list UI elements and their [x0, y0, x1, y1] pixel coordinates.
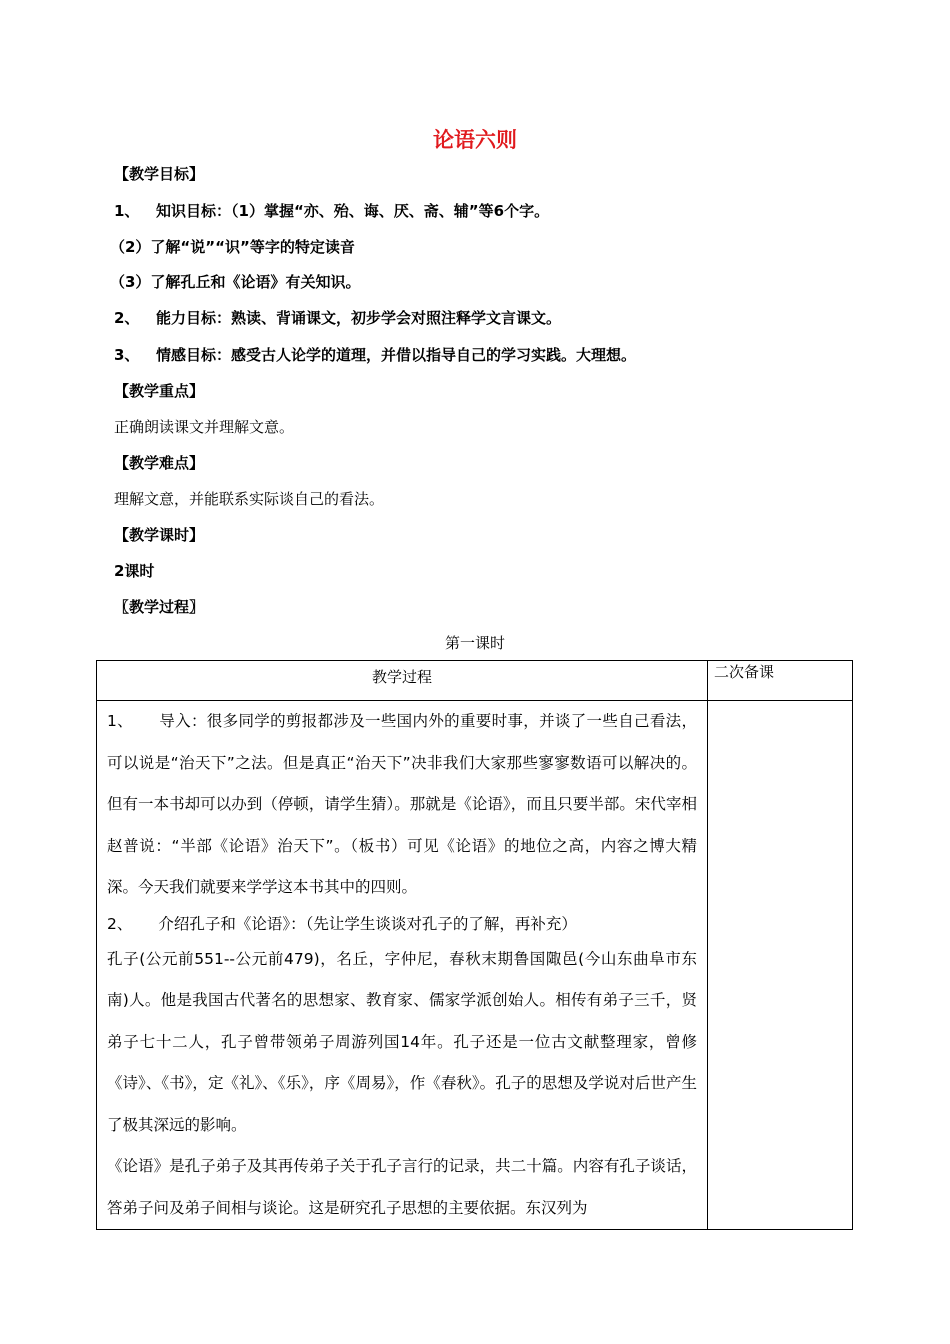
objective-1-sub-3: （3）了解孔丘和《论语》有关知识。 — [110, 273, 361, 291]
process-heading: 〖教学过程〗 — [114, 598, 205, 616]
paragraph-intro-number: 1、 — [107, 712, 134, 730]
difficulties-text: 理解文意，并能联系实际谈自己的看法。 — [114, 490, 385, 508]
objective-3-number: 3、 — [114, 346, 140, 364]
objective-3-text: 情感目标：感受古人论学的道理，并借以指导自己的学习实践。大理想。 — [156, 346, 637, 364]
objective-1-sub-2: （2）了解“说”“识”等字的特定读音 — [110, 238, 355, 256]
teaching-process-table — [96, 660, 853, 1230]
objective-1-text: 知识目标：（1）掌握“亦、殆、诲、厌、斋、辅”等6个字。 — [156, 202, 550, 220]
objective-1-number: 1、 — [114, 202, 140, 220]
prep-notes-cell[interactable] — [708, 701, 853, 1230]
key-points-heading: 【教学重点】 — [114, 382, 205, 400]
paragraph-intro-text: 导入：很多同学的剪报都涉及一些国内外的重要时事，并谈了一些自己看法，可以说是“治天下”之法。但是真正“治天下”决非我们大家那些寥寥数语可以解决的。但有一本书却可以办到（停顿，请学生猜）。那就是《论语》，而且只要半部。宋代宰相赵普说：“半部《论语》治天下”。（板书）可见《论语》的地位之高，内容之博大精深。今天我们就要来学学这本书其中的四则。 — [107, 712, 697, 896]
process-content-cell — [97, 701, 708, 1230]
objective-2-number: 2、 — [114, 309, 140, 327]
table-header-process: 教学过程 — [97, 661, 708, 701]
paragraph-intro — [107, 701, 697, 909]
objectives-heading: 【教学目标】 — [114, 165, 205, 183]
period-label: 第一课时 — [444, 634, 505, 652]
paragraph-confucius-text: 介绍孔子和《论语》：（先让学生谈谈对孔子的了解，再补充） — [158, 914, 577, 933]
table-header-prep: 二次备课 — [708, 661, 853, 701]
key-points-text: 正确朗读课文并理解文意。 — [114, 418, 295, 436]
paragraph-confucius-intro — [107, 909, 697, 939]
page-title: 论语六则 — [433, 128, 517, 152]
hours-heading: 【教学课时】 — [114, 526, 205, 544]
objective-2-text: 能力目标：熟读、背诵课文，初步学会对照注释学文言课文。 — [156, 309, 562, 327]
paragraph-confucius-number: 2、 — [107, 914, 133, 933]
hours-text: 2课时 — [114, 562, 155, 580]
paragraph-confucius-bio: 孔子(公元前551--公元前479)，名丘，字仲尼，春秋末期鲁国陬邑(今山东曲阜市东南)人。他是我国古代著名的思想家、教育家、儒家学派创始人。相传有弟子三千，贤弟子七十二人，孔子曾带领弟子周游列国14年。孔子还是一位古文献整理家，曾修《诗》、《书》，定《礼》、《乐》，序《周易》，作《春秋》。孔子的思想及学说对后世产生了极其深远的影响。 — [107, 949, 697, 1134]
paragraph-analects: 《论语》是孔子弟子及其再传弟子关于孔子言行的记录，共二十篇。内容有孔子谈话，答弟子问及弟子间相与谈论。这是研究孔子思想的主要依据。东汉列为 — [107, 1157, 697, 1217]
difficulties-heading: 【教学难点】 — [114, 454, 205, 472]
